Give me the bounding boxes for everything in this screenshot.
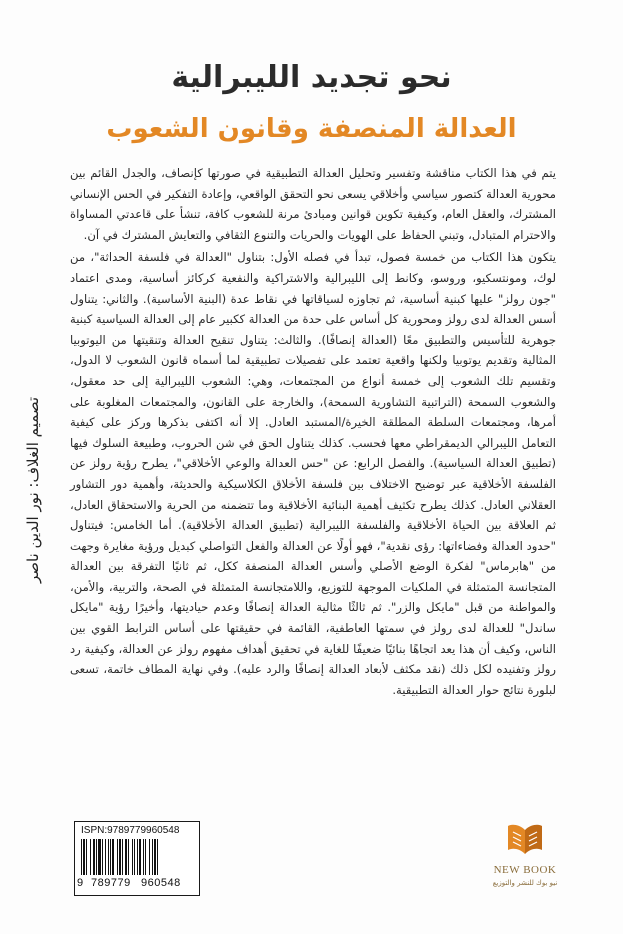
cover-designer-credit	[20, 360, 46, 620]
publisher-logo	[480, 818, 570, 908]
blurb-paragraph-2: يتكون هذا الكتاب من خمسة فصول، تبدأ في فصله الأول: بتناول "العدالة في فلسفة الحداثة"، من لوك، ومونتسكيو، وروسو، وكانط إلى الليبرالية والاشتراكية والنفعية كركائز أساسية، ومدى اعتماد "جون رولز" عليها كبنية أساسية، ثم تجاوزه لسياقاتها في نقاط عدة (البنية الأساسية). والثاني: يتناول أسس العدالة لدى رولز ومحورية كل أساس على حدة من العدالة ككبير عام إلى العدالة السياسية كبنية جوهرية للتأسيس والتطبيق معًا (العدالة إنصافًا). والثالث: يتناول تنقيح العدالة وتنقيتها من اليوتوبيا المثالية وتقديم يوتوبيا ولكنها واقعية تعتمد على تفصيلات تطبيقية لما أسماه قانون الشعوب لا الدول، وتقسيم تلك الشعوب إلى خمسة أنواع من المجتمعات، وهي: الشعوب الليبرالية إلى حد معقول، والشعوب السمحة (التراتبية التشاورية السمحة)، والخارجة على القانون، والمجتمعات المغلوبة على أمرها، ومجتمعات السلطة المطلقة الخيرة/المستبد العادل. إلا أنه اكتفى بذكرها وركز على كيفية التعامل الليبرالي الديمقراطي معها فحسب. كذلك يتناول الحق في شن الحروب، وطبيعة السلوك فيها (تطبيق العدالة السياسية). والفصل الرابع: عن "حس العدالة والوعي الأخلاقي"، يطرح رؤية رولز عن الفلسفة الأخلاقية عبر توضيح الاختلاف بين فلسفة الأخلاق الكلاسيكية والحديثة، وأهمية دور التشاور العقلاني العادل. كذلك يطرح تكثيف أهمية البنائية الأخلاقية وما تتضمنه من الحرية والاستحقاق العادل، ثم العلاقة بين الحياة الأخلاقية والفلسفة الليبرالية (تطبيق العدالة الأخلاقية). أما الخامس: فيتناول "حدود العدالة وفضاءاتها: رؤى نقدية"، فهو أولًا عن العدالة والفعل التواصلي كبديل ورؤية مغايرة وجهت من "هابرماس" لفكرة الوضع الأصلي وأسس العدالة المنصفة ككل، ثم ثانيًا التفرقة بين العدالة المتجانسة المتمثلة في الملكيات الموجهة للتوزيع، واللامتجانسة المتمثلة في الصحة، والتربية، والأمن، والمواطنة من قبل "مايكل والزر". ثم ثالثًا مثالية العدالة إنصافًا وعدم حياديتها، وأخيرًا رؤية "مايكل ساندل" للعدالة لدى رولز في سمتها العاطفية، القائمة في حقيقتها على أساس الترابط القوي بين الناس، وكيف أن هذا يعد اتجاهًا بنائيًا ضعيفًا للغاية في تحقيق أهداف مفهوم رولز عن العدالة، وكيفية رد رولز وتفنيده لكل ذلك (نقد مكثف لأبعاد العدالة إنصافًا والرد عليه). وفي نهاية المطاف خاتمة، تسعى لبلورة نتائج حوار العدالة التطبيقية.	[70, 250, 556, 697]
barcode-digit-first: 9	[77, 877, 84, 889]
publisher-tagline: نيو بوك للنشر والتوزيع	[492, 879, 558, 887]
barcode	[74, 821, 200, 896]
barcode-digits-left: 789779	[91, 877, 131, 889]
blurb	[70, 163, 556, 702]
barcode-digits-right: 960548	[141, 877, 181, 889]
book-subtitle: العدالة المنصفة وقانون الشعوب	[106, 114, 517, 144]
isbn-label: ISPN:9789779960548	[81, 825, 180, 836]
publisher-name: NEW BOOK	[493, 864, 557, 876]
designer-credit-text: تصميم الغلاف: نور الدين ناصر	[24, 396, 42, 584]
book-title: نحو تجديد الليبرالية	[171, 60, 452, 95]
book-icon	[505, 818, 545, 858]
barcode-bars	[81, 839, 193, 875]
blurb-paragraph-1: يتم في هذا الكتاب مناقشة وتفسير وتحليل العدالة التطبيقية في صورتها كإنصاف، والجدل القائم بين محورية العدالة كتصور سياسي وأخلاقي يسعى نحو التحقق الواقعي، وإعادة التفكير في الحس الإنساني المشترك، والعقل العام، وكيفية تكوين قوانين ومبادئ مرنة للشعوب كافة، تنشأ على قاعدتي المساواة والاحترام المتبادل، وتبني الحفاظ على الهويات والحريات والتنوع الثقافي والتعايش المشترك في آن.	[70, 166, 556, 242]
